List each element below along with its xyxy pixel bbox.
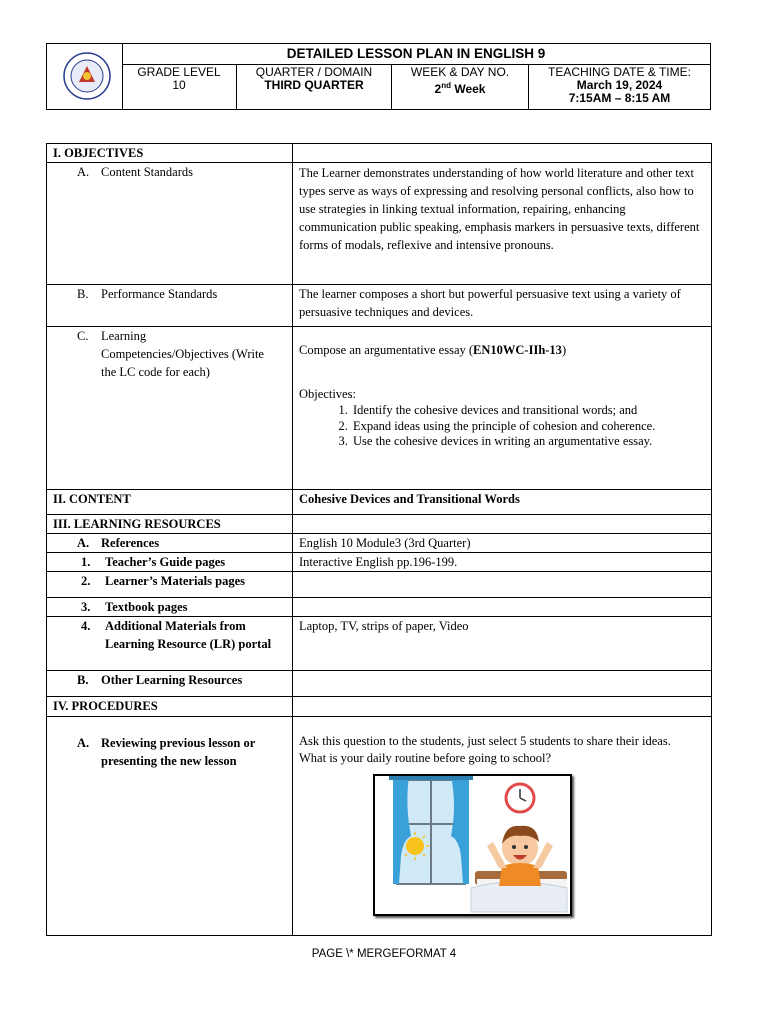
objective-item: 3. Use the cohesive devices in writing an argumentative essay. [351,434,705,450]
objectives-label: Objectives: [299,387,356,401]
grade-level-label: GRADE LEVEL [137,65,221,79]
review-label: Reviewing previous lesson or presenting the new lesson [101,736,256,768]
learners-materials-label: Learner’s Materials pages [105,574,246,588]
document-title: DETAILED LESSON PLAN IN ENGLISH 9 [122,44,710,65]
lc-code: EN10WC-IIh-13 [473,343,562,357]
performance-standards-text: The learner composes a short but powerful persuasive text using a variety of persuasive techniques and devices. [293,285,712,327]
content-value: Cohesive Devices and Transitional Words [293,490,712,515]
additional-materials-value: Laptop, TV, strips of paper, Video [293,617,712,671]
review-row: A. Reviewing previous lesson or presenting the new lesson Ask this question to the students, just select 5 students to share their ideas. What is your daily routine before going to school? [47,717,712,936]
teachers-guide-row: 1. Teacher’s Guide pages Interactive English pp.196-199. [47,553,712,572]
objectives-row [47,144,712,163]
review-question: What is your daily routine before going to school? [299,751,552,765]
teachers-guide-value: Interactive English pp.196-199. [293,553,712,572]
textbook-row: 3. Textbook pages [47,598,712,617]
header-table [46,43,711,110]
week-value: 2nd Week [434,81,486,96]
deped-seal-icon [63,52,111,100]
teaching-date-label: TEACHING DATE & TIME: [548,65,691,79]
resources-heading: III. LEARNING RESOURCES [47,515,293,534]
morning-routine-illustration [373,774,572,916]
references-label: References [101,536,160,550]
resources-row [47,515,712,534]
review-cell [293,717,712,936]
other-resources-row: B. Other Learning Resources [47,671,712,697]
review-instruction: Ask this question to the students, just select 5 students to share their ideas. [299,734,671,748]
performance-standards-row: B. Performance Standards The learner composes a short but powerful persuasive text using a variety of persuasive techniques and devices. [47,285,712,327]
grade-level-value: 10 [172,78,186,92]
objective-item: 1. Identify the cohesive devices and transitional words; and [351,403,705,419]
learners-materials-row: 2. Learner’s Materials pages [47,572,712,598]
textbook-label: Textbook pages [105,600,188,614]
objectives-heading: I. OBJECTIVES [47,144,293,163]
references-value: English 10 Module3 (3rd Quarter) [293,534,712,553]
grade-level-cell [122,64,237,109]
content-standards-row: A. Content Standards The Learner demonstrates understanding of how world literature and other text types serve as ways of expressing and resolving personal conflicts, also how to use strategies in linking textual information, repairing, enhancing communication public speaking, emphasis markers in persuasive texts, different forms of modals, reflexive and intensive pronouns. [47,163,712,285]
references-row: A. References English 10 Module3 (3rd Quarter) [47,534,712,553]
additional-materials-label: Additional Materials from Learning Resource (LR) portal [105,619,272,651]
procedures-heading: IV. PROCEDURES [47,697,293,717]
lesson-plan-table [46,143,712,936]
content-standards-label: Content Standards [101,165,194,179]
objective-item: 2. Expand ideas using the principle of cohesion and coherence. [351,419,705,435]
teaching-date-value: March 19, 2024 [576,78,663,92]
other-resources-label: Other Learning Resources [101,673,243,687]
performance-standards-label: Performance Standards [101,287,218,301]
quarter-label: QUARTER / DOMAIN [255,65,373,79]
competency-statement: Compose an argumentative essay (EN10WC-IIh-13) [299,343,567,357]
procedures-row [47,697,712,717]
week-label: WEEK & DAY NO. [410,65,510,79]
teachers-guide-label: Teacher’s Guide pages [105,555,226,569]
objectives-list [299,403,705,450]
quarter-value: THIRD QUARTER [264,78,364,92]
content-row [47,490,712,515]
week-cell [392,64,529,109]
teaching-date-cell [529,64,710,109]
teaching-time-value: 7:15AM – 8:15 AM [568,91,671,105]
content-standards-text: The Learner demonstrates understanding of how world literature and other text types serve as ways of expressing and resolving personal conflicts, also how to use strategies in linking textual information, repairing, enhancing communication public speaking, emphasis markers in persuasive texts, different forms of modals, reflexive and intensive pronouns. [293,163,712,285]
quarter-cell [237,64,392,109]
page-footer: PAGE \* MERGEFORMAT 4 [311,948,457,960]
additional-materials-row: 4. Additional Materials from Learning Resource (LR) portal Laptop, TV, strips of paper, Video [47,617,712,671]
competencies-cell [293,327,712,490]
competencies-row: C. Learning Competencies/Objectives (Write the LC code for each) Compose an argumentative essay (EN10WC-IIh-13) Objectives: 1. Identify the cohesive devices and transitional words; and 2. Expand ideas using the principle of cohesion and coherence. 3. Use the cohesive devices in writing an argumentative essay. [47,327,712,490]
competencies-label: Learning Competencies/Objectives (Write the LC code for each) [101,329,264,379]
content-heading: II. CONTENT [47,490,293,515]
logo-cell [47,44,123,109]
child-waking-up-image [375,776,570,914]
